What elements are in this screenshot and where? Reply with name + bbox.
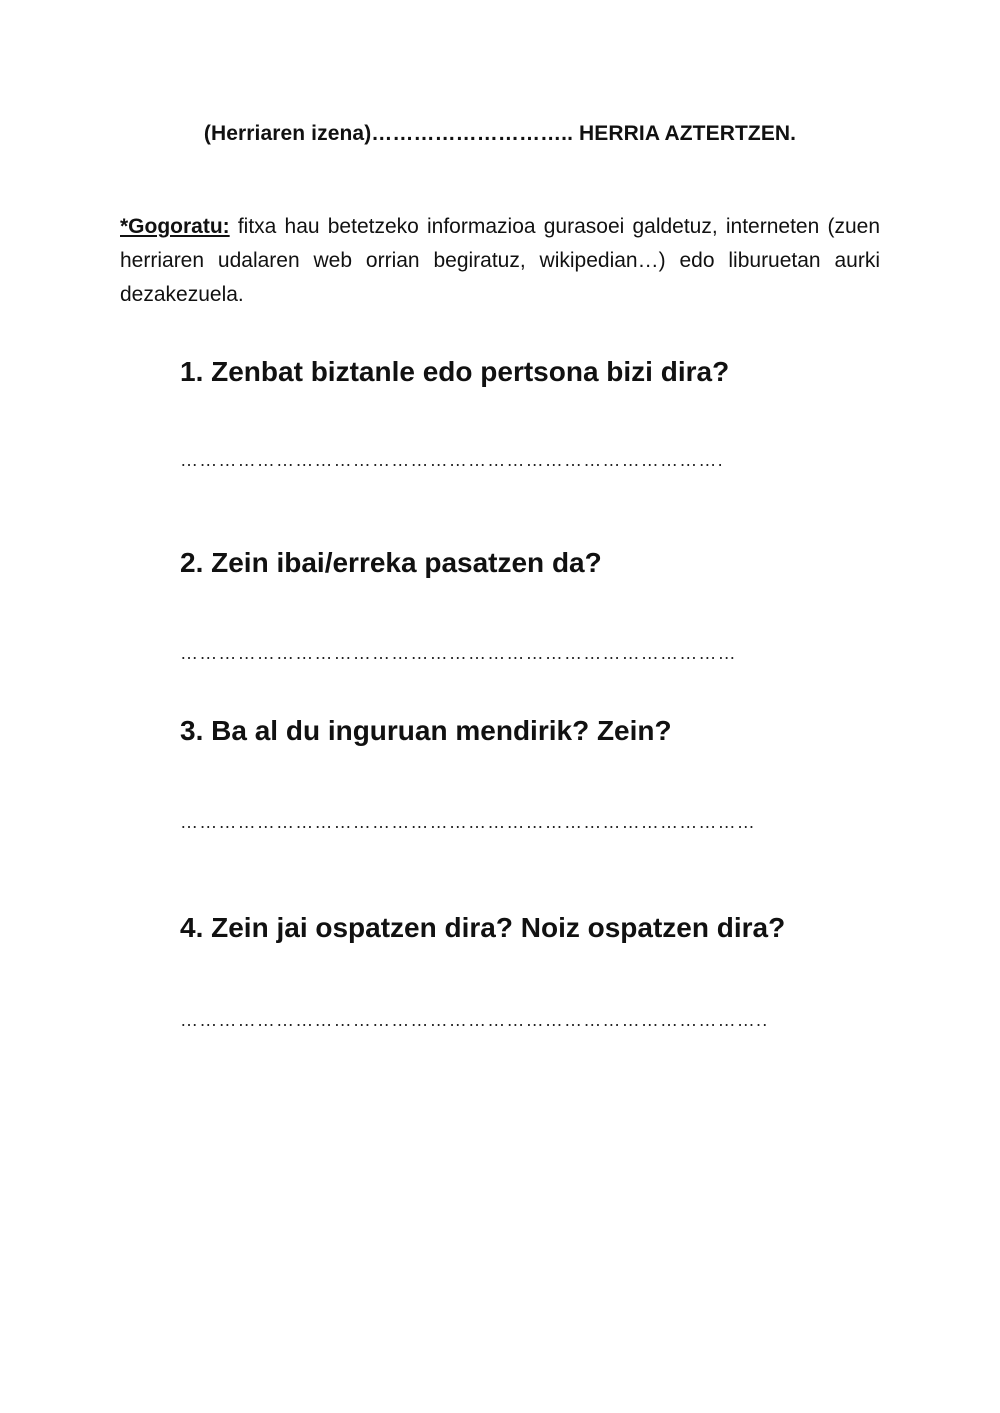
answer-line-2: …………………………………………………………………………… (180, 643, 737, 663)
worksheet-title: (Herriaren izena)……………………….. HERRIA AZTERTZEN. (203, 122, 797, 145)
answer-line-3: ……………………………………………………………………………… (180, 812, 756, 832)
question-3: 3. Ba al du inguruan mendirik? Zein? (180, 715, 672, 746)
question-1: 1. Zenbat biztanle edo pertsona bizi dira? (180, 356, 730, 387)
question-2: 2. Zein ibai/erreka pasatzen da? (180, 547, 602, 578)
reminder-note (120, 210, 880, 312)
reminder-label: *Gogoratu: (120, 215, 230, 238)
answer-line-1: …………………………………………………………………………. (180, 450, 724, 470)
reminder-text: fitxa hau betetzeko informazioa gurasoei galdetuz, interneten (zuen herriaren udalaren web orrian begiratuz, wikipedian…) edo liburuetan aurki dezakezuela. (120, 215, 880, 306)
question-4: 4. Zein jai ospatzen dira? Noiz ospatzen dira? (180, 912, 786, 943)
answer-line-4: ……………………………………………………………………………….. (180, 1010, 769, 1030)
